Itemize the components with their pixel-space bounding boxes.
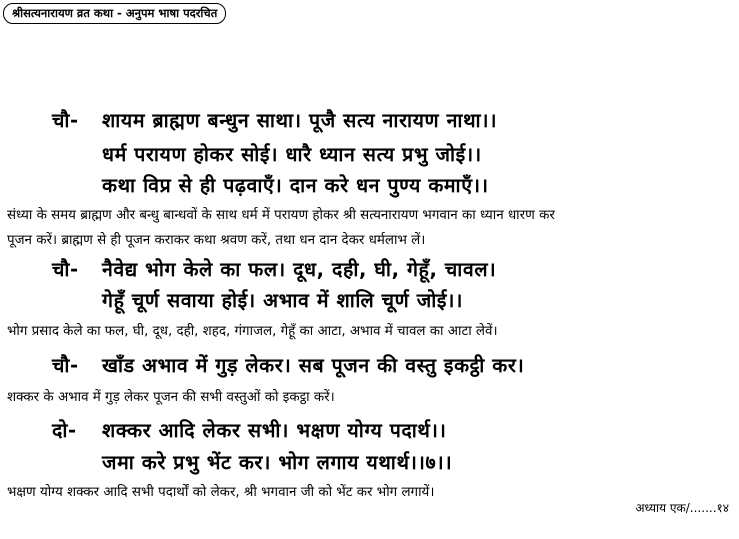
verse-label: चौ-	[52, 354, 79, 377]
verse-label: चौ-	[52, 258, 79, 281]
verse-text: शायम ब्राह्मण बन्धुन साथा। पूजै सत्य नारायण नाथा।।	[102, 109, 498, 132]
prose-line: भोग प्रसाद केले का फल, घी, दूध, दही, शहद, गंगाजल, गेहूँ का आटा, अभाव में चावल का आटा लेवें।	[7, 324, 498, 339]
verse-text: गेहूँ चूर्ण सवाया होई। अभाव में शालि चूर्ण जोई।।	[102, 289, 464, 312]
prose-line: पूजन करें। ब्राह्मण से ही पूजन कराकर कथा श्रवण करें, तथा धन दान देकर धर्मलाभ लें।	[7, 233, 426, 248]
prose-line: भक्षण योग्य शक्कर आदि सभी पदार्थों को लेकर, श्री भगवान जी को भेंट कर भोग लगायें।	[7, 485, 435, 500]
verse-text: कथा विप्र से ही पढ़वाएँ। दान करे धन पुण्य कमाएँ।।	[102, 174, 489, 197]
page-footer: अध्याय एक/.......१४	[635, 501, 729, 515]
verse-text: शक्कर आदि लेकर सभी। भक्षण योग्य पदार्थ।।	[102, 419, 447, 442]
page-header-title: श्रीसत्यनारायण व्रत कथा - अनुपम भाषा पदरचित	[3, 3, 226, 24]
verse-text: जमा करे प्रभु भेंट कर। भोग लगाय यथार्थ।।७।।	[102, 451, 453, 474]
verse-label: चौ-	[52, 109, 79, 132]
prose-line: संध्या के समय ब्राह्मण और बन्धु बान्धवों के साथ धर्म में परायण होकर श्री सत्यनारायण भगवान का ध्यान धारण कर	[7, 208, 555, 223]
verse-label: दो-	[52, 419, 77, 442]
verse-text: नैवेद्य भोग केले का फल। दूध, दही, घी, गेहूँ, चावल।	[102, 258, 497, 281]
verse-text: खाँड अभाव में गुड़ लेकर। सब पूजन की वस्तु इकट्ठी कर।	[102, 354, 525, 377]
prose-line: शक्कर के अभाव में गुड़ लेकर पूजन की सभी वस्तुओं को इकट्ठा करें।	[7, 390, 335, 405]
verse-text: धर्म परायण होकर सोई। धारै ध्यान सत्य प्रभु जोई।।	[102, 143, 482, 166]
